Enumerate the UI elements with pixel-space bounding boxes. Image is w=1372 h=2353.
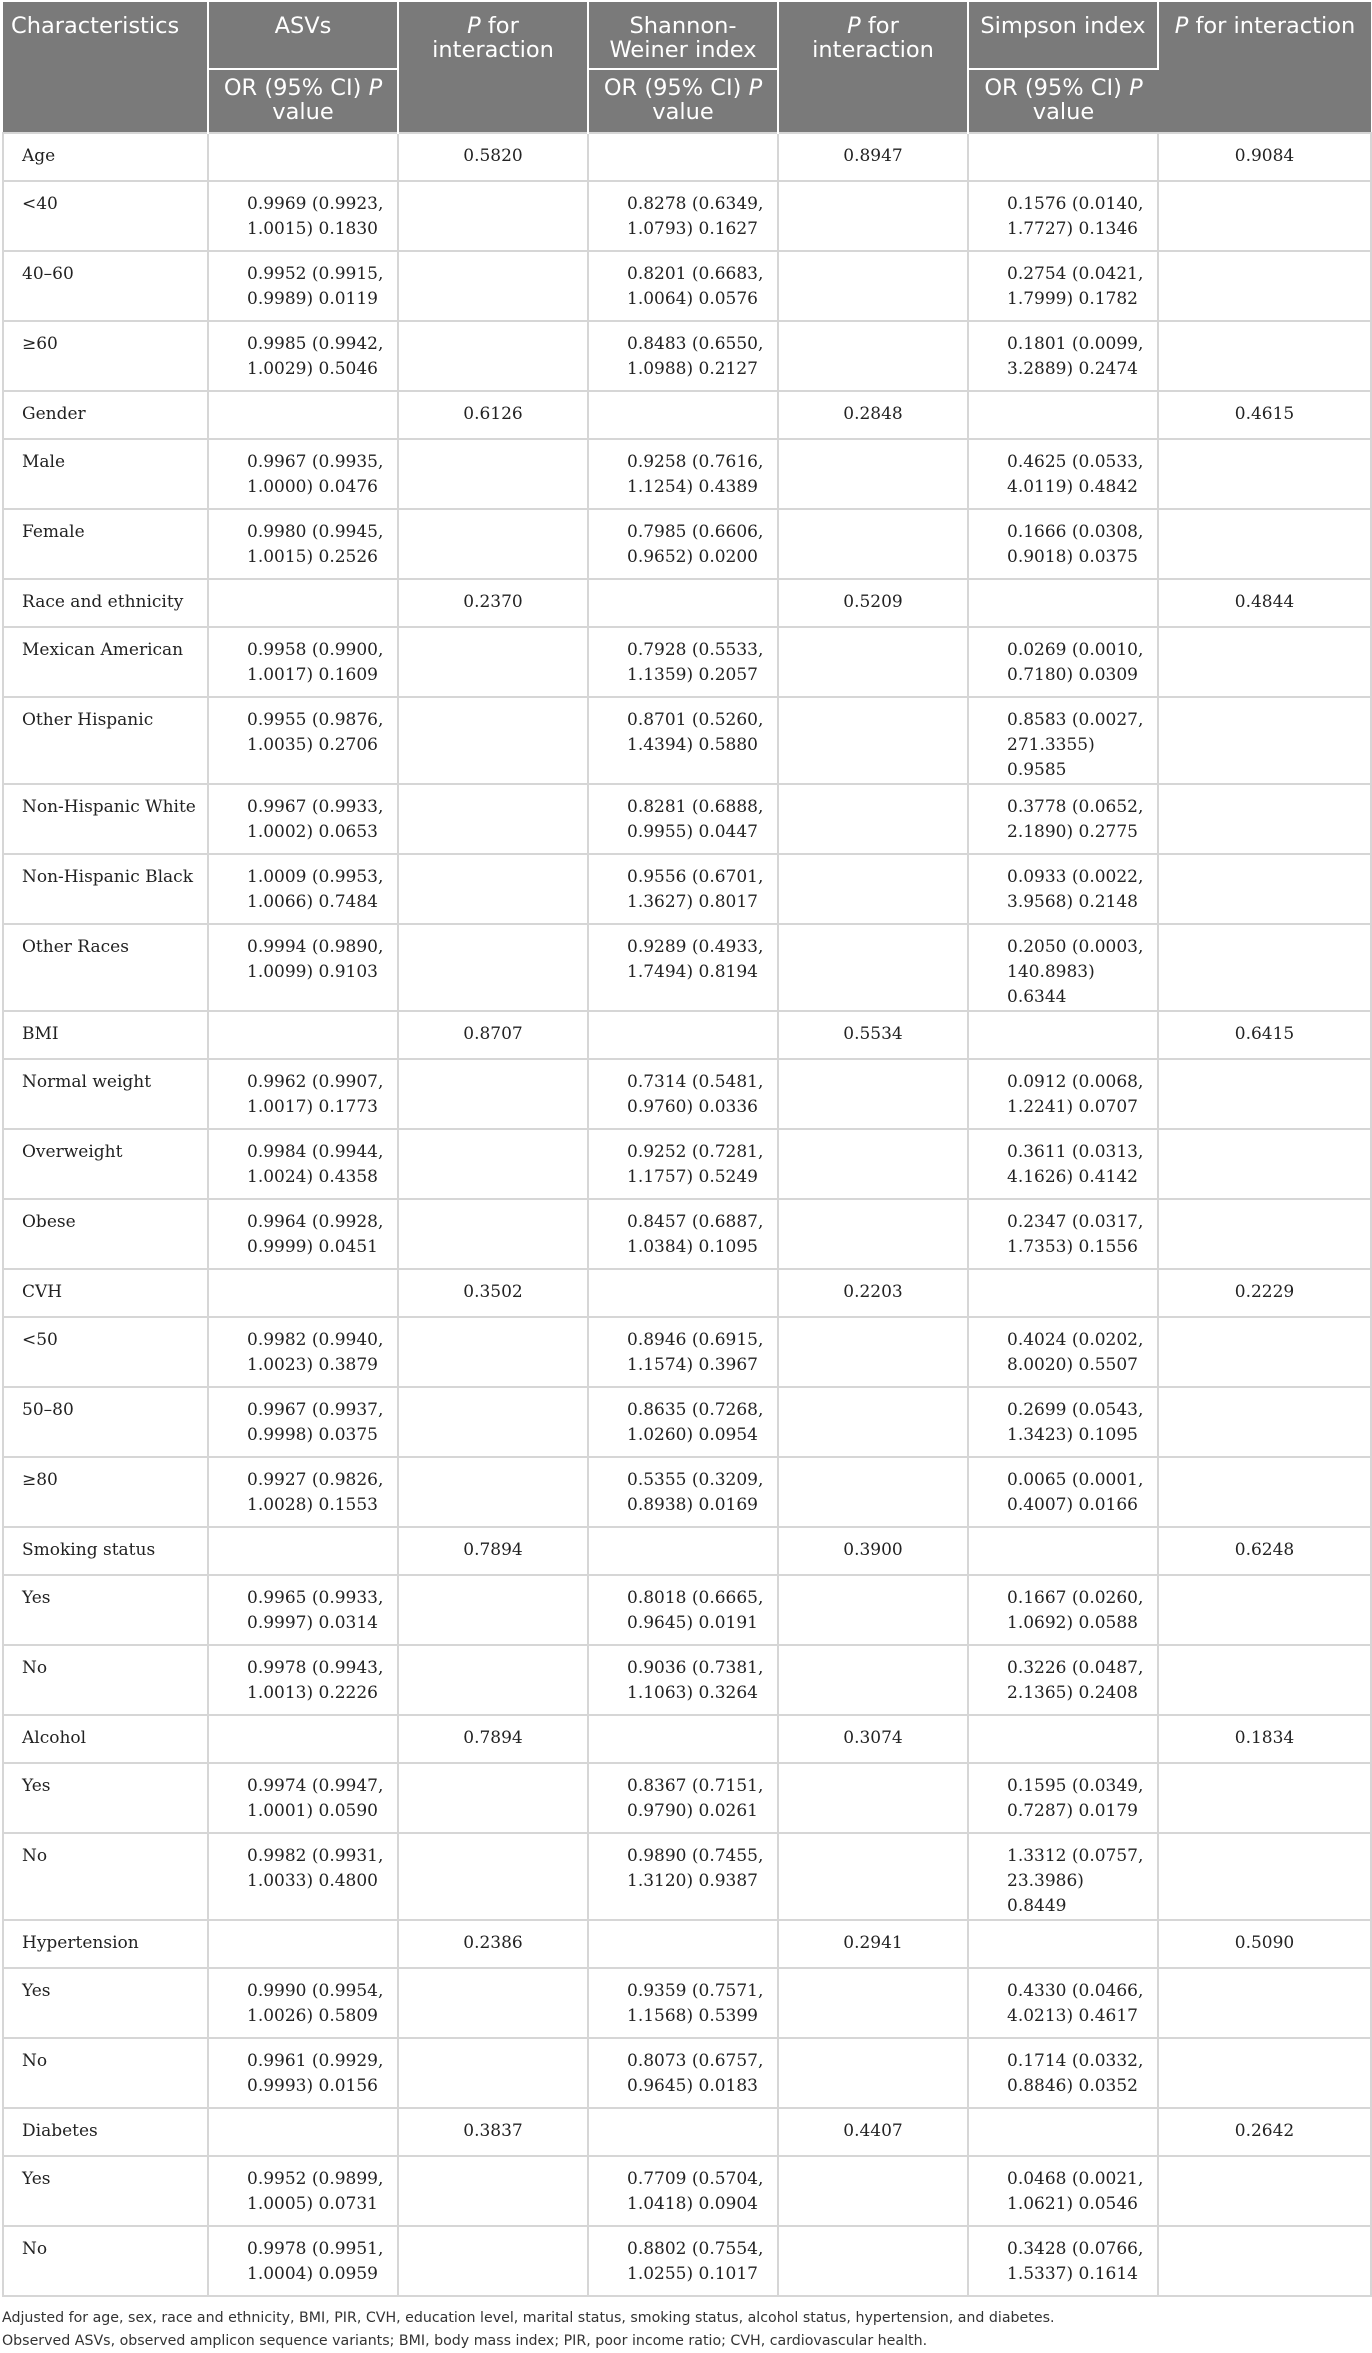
asvs-p-interaction [398,1833,588,1920]
asvs-or-value: 0.9985 (0.9942, 1.0029) 0.5046 [208,321,398,391]
simpson-p-interaction [1158,1575,1371,1645]
simpson-or-value: 0.1714 (0.0332, 0.8846) 0.0352 [968,2038,1158,2108]
shannon-p-interaction [778,1968,968,2038]
asvs-p-interaction: 0.7894 [398,1715,588,1763]
shannon-cell [588,579,778,627]
simpson-p-interaction [1158,2226,1371,2296]
simpson-p-interaction [1158,1199,1371,1269]
simpson-p-interaction: 0.9084 [1158,133,1371,181]
asvs-or-value: 0.9961 (0.9929, 0.9993) 0.0156 [208,2038,398,2108]
header-p-shannon: P for interaction [778,2,968,133]
asvs-cell [208,1269,398,1317]
asvs-or-value: 0.9967 (0.9935, 1.0000) 0.0476 [208,439,398,509]
simpson-p-interaction [1158,854,1371,924]
asvs-or-value: 0.9967 (0.9933, 1.0002) 0.0653 [208,784,398,854]
shannon-p-interaction [778,1457,968,1527]
asvs-or-value: 0.9965 (0.9933, 0.9997) 0.0314 [208,1575,398,1645]
simpson-or-value: 0.1801 (0.0099, 3.2889) 0.2474 [968,321,1158,391]
table-row [3,2226,1371,2296]
simpson-p-interaction: 0.4615 [1158,391,1371,439]
simpson-or-value: 0.4330 (0.0466, 4.0213) 0.4617 [968,1968,1158,2038]
asvs-cell [208,579,398,627]
row-label: Smoking status [3,1527,208,1575]
row-label: <40 [3,181,208,251]
simpson-cell [968,133,1158,181]
asvs-or-value: 0.9962 (0.9907, 1.0017) 0.1773 [208,1059,398,1129]
row-label: Male [3,439,208,509]
shannon-cell [588,1920,778,1968]
shannon-p-interaction: 0.2941 [778,1920,968,1968]
shannon-or-value: 0.9289 (0.4933, 1.7494) 0.8194 [588,924,778,1011]
shannon-or-value: 0.8635 (0.7268, 1.0260) 0.0954 [588,1387,778,1457]
shannon-or-value: 0.8073 (0.6757, 0.9645) 0.0183 [588,2038,778,2108]
shannon-or-value: 0.9890 (0.7455, 1.3120) 0.9387 [588,1833,778,1920]
shannon-cell [588,133,778,181]
simpson-p-interaction: 0.4844 [1158,579,1371,627]
simpson-p-interaction [1158,251,1371,321]
shannon-or-value: 0.8946 (0.6915, 1.1574) 0.3967 [588,1317,778,1387]
shannon-p-interaction [778,627,968,697]
asvs-p-interaction [398,924,588,1011]
header-p-simpson: P for interaction [1158,2,1371,133]
shannon-p-interaction: 0.3074 [778,1715,968,1763]
simpson-p-interaction: 0.2229 [1158,1269,1371,1317]
results-table [2,2,1372,2297]
shannon-or-value: 0.5355 (0.3209, 0.8938) 0.0169 [588,1457,778,1527]
asvs-p-interaction [398,2156,588,2226]
shannon-cell [588,1715,778,1763]
row-label: Other Hispanic [3,697,208,784]
simpson-p-interaction: 0.6415 [1158,1011,1371,1059]
simpson-cell [968,1715,1158,1763]
table-row [3,2156,1371,2226]
asvs-cell [208,1011,398,1059]
shannon-p-interaction: 0.2848 [778,391,968,439]
asvs-p-interaction: 0.3502 [398,1269,588,1317]
row-label: Mexican American [3,627,208,697]
shannon-p-interaction [778,181,968,251]
asvs-p-interaction [398,321,588,391]
shannon-or-value: 0.8367 (0.7151, 0.9790) 0.0261 [588,1763,778,1833]
shannon-or-value: 0.9036 (0.7381, 1.1063) 0.3264 [588,1645,778,1715]
row-label: 50–80 [3,1387,208,1457]
header-p-asvs: P for interaction [398,2,588,133]
simpson-or-value: 0.3428 (0.0766, 1.5337) 0.1614 [968,2226,1158,2296]
asvs-p-interaction [398,1968,588,2038]
shannon-p-interaction: 0.5534 [778,1011,968,1059]
table-row [3,2038,1371,2108]
row-label: ≥60 [3,321,208,391]
shannon-or-value: 0.9252 (0.7281, 1.1757) 0.5249 [588,1129,778,1199]
shannon-p-interaction [778,321,968,391]
simpson-p-interaction [1158,2156,1371,2226]
row-label: Yes [3,1968,208,2038]
table-row [3,1457,1371,1527]
shannon-p-interaction [778,2038,968,2108]
asvs-or-value: 0.9984 (0.9944, 1.0024) 0.4358 [208,1129,398,1199]
row-label: Hypertension [3,1920,208,1968]
simpson-or-value: 0.2050 (0.0003, 140.8983) 0.6344 [968,924,1158,1011]
shannon-p-interaction [778,509,968,579]
table-row [3,854,1371,924]
simpson-or-value: 0.2754 (0.0421, 1.7999) 0.1782 [968,251,1158,321]
shannon-p-interaction [778,1317,968,1387]
simpson-or-value: 1.3312 (0.0757, 23.3986) 0.8449 [968,1833,1158,1920]
asvs-or-value: 0.9967 (0.9937, 0.9998) 0.0375 [208,1387,398,1457]
row-label: Female [3,509,208,579]
asvs-p-interaction [398,697,588,784]
table-row [3,509,1371,579]
table-row [3,251,1371,321]
group-row [3,579,1371,627]
asvs-or-value: 0.9990 (0.9954, 1.0026) 0.5809 [208,1968,398,2038]
group-row [3,1011,1371,1059]
simpson-cell [968,579,1158,627]
simpson-p-interaction [1158,439,1371,509]
shannon-p-interaction: 0.2203 [778,1269,968,1317]
header-shannon-or: OR (95% CI) P value [588,69,778,133]
asvs-p-interaction: 0.3837 [398,2108,588,2156]
simpson-cell [968,1527,1158,1575]
shannon-p-interaction [778,697,968,784]
simpson-or-value: 0.4024 (0.0202, 8.0020) 0.5507 [968,1317,1158,1387]
table-row [3,321,1371,391]
shannon-p-interaction [778,1059,968,1129]
asvs-or-value: 0.9974 (0.9947, 1.0001) 0.0590 [208,1763,398,1833]
shannon-or-value: 0.7314 (0.5481, 0.9760) 0.0336 [588,1059,778,1129]
shannon-cell [588,1269,778,1317]
row-label: Non-Hispanic White [3,784,208,854]
shannon-p-interaction [778,1199,968,1269]
asvs-or-value: 0.9982 (0.9940, 1.0023) 0.3879 [208,1317,398,1387]
table-row [3,181,1371,251]
shannon-p-interaction [778,924,968,1011]
header-simpson: Simpson index [968,2,1158,69]
simpson-or-value: 0.2347 (0.0317, 1.7353) 0.1556 [968,1199,1158,1269]
asvs-or-value: 0.9955 (0.9876, 1.0035) 0.2706 [208,697,398,784]
simpson-p-interaction [1158,1129,1371,1199]
asvs-p-interaction: 0.5820 [398,133,588,181]
table-row [3,924,1371,1011]
simpson-or-value: 0.1595 (0.0349, 0.7287) 0.0179 [968,1763,1158,1833]
table-row [3,784,1371,854]
simpson-p-interaction [1158,321,1371,391]
simpson-p-interaction [1158,1833,1371,1920]
header-asvs-or: OR (95% CI) P value [208,69,398,133]
asvs-cell [208,2108,398,2156]
asvs-or-value: 0.9952 (0.9915, 0.9989) 0.0119 [208,251,398,321]
asvs-cell [208,1527,398,1575]
row-label: Non-Hispanic Black [3,854,208,924]
table-row [3,1317,1371,1387]
asvs-p-interaction [398,1645,588,1715]
asvs-p-interaction: 0.8707 [398,1011,588,1059]
asvs-or-value: 0.9982 (0.9931, 1.0033) 0.4800 [208,1833,398,1920]
asvs-cell [208,133,398,181]
simpson-or-value: 0.3778 (0.0652, 2.1890) 0.2775 [968,784,1158,854]
table-row [3,697,1371,784]
simpson-p-interaction [1158,697,1371,784]
asvs-or-value: 0.9964 (0.9928, 0.9999) 0.0451 [208,1199,398,1269]
simpson-p-interaction [1158,1645,1371,1715]
row-label: Normal weight [3,1059,208,1129]
shannon-or-value: 0.7709 (0.5704, 1.0418) 0.0904 [588,2156,778,2226]
shannon-or-value: 0.8701 (0.5260, 1.4394) 0.5880 [588,697,778,784]
asvs-p-interaction [398,509,588,579]
simpson-p-interaction [1158,509,1371,579]
simpson-or-value: 0.1666 (0.0308, 0.9018) 0.0375 [968,509,1158,579]
group-row [3,133,1371,181]
asvs-or-value: 0.9969 (0.9923, 1.0015) 0.1830 [208,181,398,251]
asvs-or-value: 0.9952 (0.9899, 1.0005) 0.0731 [208,2156,398,2226]
shannon-cell [588,2108,778,2156]
shannon-p-interaction [778,251,968,321]
row-label: Alcohol [3,1715,208,1763]
table-row [3,439,1371,509]
header-simpson-or: OR (95% CI) P value [968,69,1158,133]
asvs-p-interaction [398,1457,588,1527]
table-row [3,1645,1371,1715]
asvs-p-interaction [398,1575,588,1645]
shannon-p-interaction: 0.4407 [778,2108,968,2156]
row-label: <50 [3,1317,208,1387]
shannon-p-interaction [778,2226,968,2296]
simpson-p-interaction [1158,2038,1371,2108]
shannon-p-interaction [778,854,968,924]
shannon-or-value: 0.7928 (0.5533, 1.1359) 0.2057 [588,627,778,697]
row-label: No [3,1645,208,1715]
asvs-p-interaction: 0.2386 [398,1920,588,1968]
asvs-p-interaction [398,251,588,321]
simpson-or-value: 0.1667 (0.0260, 1.0692) 0.0588 [968,1575,1158,1645]
group-row [3,1715,1371,1763]
row-label: No [3,2226,208,2296]
simpson-p-interaction [1158,924,1371,1011]
row-label: Overweight [3,1129,208,1199]
row-label: Obese [3,1199,208,1269]
simpson-or-value: 0.1576 (0.0140, 1.7727) 0.1346 [968,181,1158,251]
table-row [3,1833,1371,1920]
asvs-p-interaction [398,1199,588,1269]
shannon-or-value: 0.8457 (0.6887, 1.0384) 0.1095 [588,1199,778,1269]
header-asvs: ASVs [208,2,398,69]
footnote-adjusted: Adjusted for age, sex, race and ethnicity, BMI, PIR, CVH, education level, marital status, smoking status, alcohol status, hypertension, and diabetes. [2,2310,1055,2326]
row-label: BMI [3,1011,208,1059]
asvs-or-value: 0.9978 (0.9943, 1.0013) 0.2226 [208,1645,398,1715]
row-label: CVH [3,1269,208,1317]
row-label: Age [3,133,208,181]
simpson-p-interaction [1158,1317,1371,1387]
asvs-p-interaction [398,1059,588,1129]
footnotes [2,2307,1054,2353]
shannon-p-interaction: 0.8947 [778,133,968,181]
shannon-or-value: 0.9258 (0.7616, 1.1254) 0.4389 [588,439,778,509]
simpson-p-interaction [1158,1763,1371,1833]
table-row [3,1059,1371,1129]
asvs-p-interaction: 0.6126 [398,391,588,439]
asvs-p-interaction [398,2226,588,2296]
asvs-p-interaction [398,627,588,697]
simpson-or-value: 0.0933 (0.0022, 3.9568) 0.2148 [968,854,1158,924]
shannon-p-interaction [778,1129,968,1199]
shannon-or-value: 0.8201 (0.6683, 1.0064) 0.0576 [588,251,778,321]
row-label: ≥80 [3,1457,208,1527]
table-row [3,627,1371,697]
group-row [3,2108,1371,2156]
shannon-or-value: 0.9359 (0.7571, 1.1568) 0.5399 [588,1968,778,2038]
asvs-cell [208,1715,398,1763]
simpson-p-interaction [1158,1387,1371,1457]
header-row [3,2,1371,69]
simpson-cell [968,1269,1158,1317]
asvs-or-value: 0.9994 (0.9890, 1.0099) 0.9103 [208,924,398,1011]
asvs-p-interaction [398,1387,588,1457]
shannon-or-value: 0.8018 (0.6665, 0.9645) 0.0191 [588,1575,778,1645]
simpson-p-interaction: 0.2642 [1158,2108,1371,2156]
simpson-p-interaction: 0.5090 [1158,1920,1371,1968]
asvs-cell [208,391,398,439]
shannon-or-value: 0.8278 (0.6349, 1.0793) 0.1627 [588,181,778,251]
asvs-p-interaction [398,784,588,854]
shannon-p-interaction [778,1833,968,1920]
row-label: 40–60 [3,251,208,321]
row-label: Diabetes [3,2108,208,2156]
header-characteristics: Characteristics [3,2,208,133]
asvs-cell [208,1920,398,1968]
asvs-p-interaction [398,854,588,924]
group-row [3,391,1371,439]
shannon-p-interaction [778,1763,968,1833]
row-label: Yes [3,1575,208,1645]
simpson-or-value: 0.4625 (0.0533, 4.0119) 0.4842 [968,439,1158,509]
simpson-or-value: 0.3611 (0.0313, 4.1626) 0.4142 [968,1129,1158,1199]
asvs-or-value: 0.9978 (0.9951, 1.0004) 0.0959 [208,2226,398,2296]
table-body [3,133,1371,2296]
table-row [3,1199,1371,1269]
shannon-or-value: 0.9556 (0.6701, 1.3627) 0.8017 [588,854,778,924]
table-row [3,1575,1371,1645]
group-row [3,1527,1371,1575]
simpson-or-value: 0.3226 (0.0487, 2.1365) 0.2408 [968,1645,1158,1715]
shannon-or-value: 0.8281 (0.6888, 0.9955) 0.0447 [588,784,778,854]
simpson-p-interaction [1158,784,1371,854]
asvs-or-value: 0.9980 (0.9945, 1.0015) 0.2526 [208,509,398,579]
shannon-or-value: 0.7985 (0.6606, 0.9652) 0.0200 [588,509,778,579]
simpson-p-interaction [1158,181,1371,251]
shannon-p-interaction [778,2156,968,2226]
row-label: No [3,1833,208,1920]
simpson-or-value: 0.8583 (0.0027, 271.3355) 0.9585 [968,697,1158,784]
shannon-p-interaction: 0.5209 [778,579,968,627]
simpson-cell [968,2108,1158,2156]
shannon-p-interaction [778,439,968,509]
shannon-p-interaction [778,1645,968,1715]
header-shannon: Shannon-Weiner index [588,2,778,69]
shannon-or-value: 0.8802 (0.7554, 1.0255) 0.1017 [588,2226,778,2296]
row-label: Yes [3,1763,208,1833]
shannon-cell [588,1011,778,1059]
simpson-cell [968,1920,1158,1968]
shannon-p-interaction: 0.3900 [778,1527,968,1575]
table-row [3,1129,1371,1199]
asvs-or-value: 1.0009 (0.9953, 1.0066) 0.7484 [208,854,398,924]
footnote-abbreviations: Observed ASVs, observed amplicon sequence variants; BMI, body mass index; PIR, poor income ratio; CVH, cardiovascular health. [2,2333,928,2349]
table-row [3,1968,1371,2038]
simpson-p-interaction [1158,1059,1371,1129]
simpson-cell [968,1011,1158,1059]
simpson-or-value: 0.0468 (0.0021, 1.0621) 0.0546 [968,2156,1158,2226]
shannon-cell [588,1527,778,1575]
asvs-p-interaction [398,1129,588,1199]
row-label: Race and ethnicity [3,579,208,627]
group-row [3,1269,1371,1317]
row-label: Gender [3,391,208,439]
shannon-p-interaction [778,1387,968,1457]
simpson-cell [968,391,1158,439]
simpson-or-value: 0.0269 (0.0010, 0.7180) 0.0309 [968,627,1158,697]
row-label: Yes [3,2156,208,2226]
simpson-or-value: 0.0912 (0.0068, 1.2241) 0.0707 [968,1059,1158,1129]
table-row [3,1387,1371,1457]
asvs-or-value: 0.9958 (0.9900, 1.0017) 0.1609 [208,627,398,697]
row-label: Other Races [3,924,208,1011]
asvs-p-interaction [398,2038,588,2108]
table-row [3,1763,1371,1833]
group-row [3,1920,1371,1968]
shannon-or-value: 0.8483 (0.6550, 1.0988) 0.2127 [588,321,778,391]
shannon-p-interaction [778,1575,968,1645]
simpson-p-interaction [1158,1457,1371,1527]
asvs-p-interaction: 0.7894 [398,1527,588,1575]
simpson-p-interaction [1158,627,1371,697]
simpson-or-value: 0.0065 (0.0001, 0.4007) 0.0166 [968,1457,1158,1527]
asvs-or-value: 0.9927 (0.9826, 1.0028) 0.1553 [208,1457,398,1527]
simpson-p-interaction [1158,1968,1371,2038]
asvs-p-interaction [398,181,588,251]
simpson-or-value: 0.2699 (0.0543, 1.3423) 0.1095 [968,1387,1158,1457]
asvs-p-interaction: 0.2370 [398,579,588,627]
shannon-p-interaction [778,784,968,854]
asvs-p-interaction [398,1763,588,1833]
asvs-p-interaction [398,439,588,509]
simpson-p-interaction: 0.6248 [1158,1527,1371,1575]
simpson-p-interaction: 0.1834 [1158,1715,1371,1763]
row-label: No [3,2038,208,2108]
shannon-cell [588,391,778,439]
asvs-p-interaction [398,1317,588,1387]
